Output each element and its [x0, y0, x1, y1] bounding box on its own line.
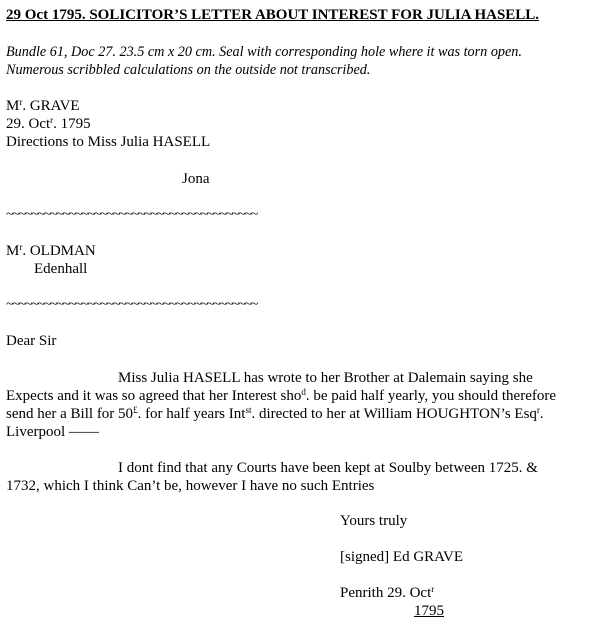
header-date-line: 29. Oct$^r$. 1795: [6, 115, 91, 132]
paragraph-1-line-3: send her a Bill for 50£. for half years Int$^{st}$. directed to her at William HOUGHTON’s Esq$^r$.: [6, 405, 544, 422]
separator-line-1: ~~~~~~~~~~~~~~~~~~~~~~~~~~~~~~~~~~~~~~~~: [6, 207, 257, 222]
paragraph-1-line-2: Expects and it was so agreed that her Interest sho$^d$. be paid half yearly, you should therefore: [6, 387, 557, 404]
jona-text: Jona: [182, 171, 210, 187]
paragraph-1-line-1: Miss Julia HASELL has wrote to her Brother at Dalemain saying she: [118, 370, 533, 386]
archive-note-line-1: Bundle 61, Doc 27. 23.5 cm x 20 cm. Seal with corresponding hole where it was torn open.: [6, 44, 522, 60]
closing-yours-truly: Yours truly: [340, 513, 408, 529]
recipient-place: Edenhall: [34, 261, 88, 277]
recipient-line: $M^r$. OLDMAN: [6, 242, 96, 259]
paragraph-2-line-2: 1732, which I think Can’t be, however I have no such Entries: [6, 478, 375, 494]
closing-place-date: Penrith 29. Oct$^r$: [340, 584, 435, 601]
paragraph-2-line-1: I dont find that any Courts have been kept at Soulby between 1725. &: [118, 460, 538, 476]
separator-line-2: ~~~~~~~~~~~~~~~~~~~~~~~~~~~~~~~~~~~~~~~~: [6, 297, 257, 312]
salutation: Dear Sir: [6, 333, 57, 349]
directions-line: Directions to Miss Julia HASELL: [6, 134, 211, 150]
paragraph-1-line-4: Liverpool ——: [6, 424, 99, 440]
closing-year: 1795: [414, 603, 444, 619]
archive-note-line-2: Numerous scribbled calculations on the outside not transcribed.: [6, 62, 371, 78]
sender-line: $M^r$. GRAVE: [6, 97, 80, 114]
signature-line: [signed] Ed GRAVE: [340, 549, 464, 565]
document-title: 29 Oct 1795. SOLICITOR’S LETTER ABOUT INTEREST FOR JULIA HASELL.: [6, 7, 540, 23]
